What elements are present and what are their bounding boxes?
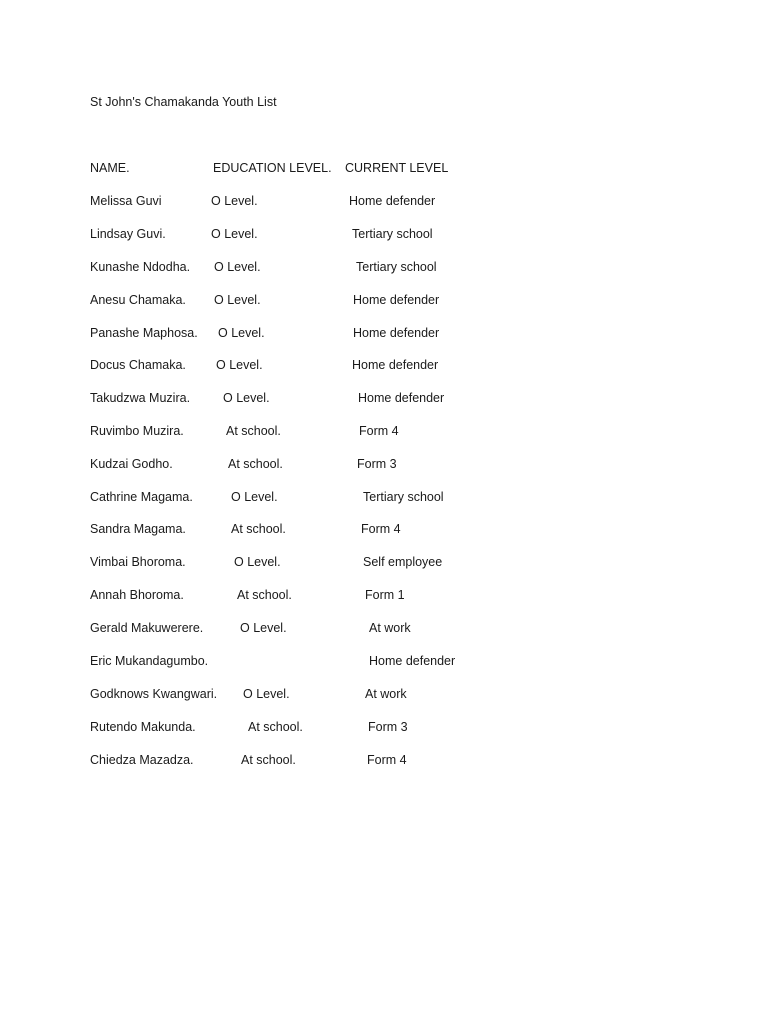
header-current-level: CURRENT LEVEL: [345, 161, 449, 175]
row-name: Annah Bhoroma.: [90, 588, 184, 602]
row-name: Kunashe Ndodha.: [90, 260, 191, 274]
row-current: At work: [365, 687, 407, 701]
row-current: At work: [369, 621, 411, 635]
row-education: O Level.: [211, 194, 258, 208]
table-row: [0, 193, 768, 209]
row-education: O Level.: [240, 621, 287, 635]
table-row: [0, 226, 768, 242]
row-current: Home defender: [369, 654, 456, 668]
row-education: O Level.: [214, 293, 261, 307]
table-row: [0, 752, 768, 768]
row-current: Form 4: [361, 522, 401, 536]
row-name: Vimbai Bhoroma.: [90, 555, 186, 569]
row-education: O Level.: [216, 358, 263, 372]
table-row: [0, 554, 768, 570]
row-name: Gerald Makuwerere.: [90, 621, 204, 635]
row-name: Sandra Magama.: [90, 522, 186, 536]
table-row: [0, 259, 768, 275]
row-current: Self employee: [363, 555, 443, 569]
table-row: [0, 719, 768, 735]
table-row: [0, 587, 768, 603]
table-row: [0, 423, 768, 439]
row-current: Home defender: [349, 194, 436, 208]
row-current: Home defender: [358, 391, 445, 405]
row-current: Form 1: [365, 588, 405, 602]
row-current: Form 4: [359, 424, 399, 438]
document-title: St John's Chamakanda Youth List: [90, 95, 277, 109]
row-name: Ruvimbo Muzira.: [90, 424, 184, 438]
row-education: O Level.: [231, 490, 278, 504]
row-current: Form 4: [367, 753, 407, 767]
row-education: O Level.: [223, 391, 270, 405]
row-current: Home defender: [353, 326, 440, 340]
row-current: Tertiary school: [352, 227, 433, 241]
table-row: [0, 390, 768, 406]
table-row: [0, 653, 768, 669]
row-name: Godknows Kwangwari.: [90, 687, 218, 701]
row-education: At school.: [248, 720, 303, 734]
row-education: At school.: [226, 424, 281, 438]
row-education: At school.: [228, 457, 283, 471]
header-name: NAME.: [90, 161, 130, 175]
row-education: O Level.: [218, 326, 265, 340]
row-name: Kudzai Godho.: [90, 457, 173, 471]
row-name: Docus Chamaka.: [90, 358, 186, 372]
row-education: O Level.: [211, 227, 258, 241]
row-name: Panashe Maphosa.: [90, 326, 198, 340]
row-current: Form 3: [357, 457, 397, 471]
row-education: At school.: [231, 522, 286, 536]
row-name: Rutendo Makunda.: [90, 720, 196, 734]
header-education-level: EDUCATION LEVEL.: [213, 161, 332, 175]
table-row: [0, 357, 768, 373]
table-row: [0, 456, 768, 472]
row-name: Eric Mukandagumbo.: [90, 654, 209, 668]
table-row: [0, 325, 768, 341]
table-row: [0, 521, 768, 537]
row-current: Tertiary school: [363, 490, 444, 504]
row-name: Takudzwa Muzira.: [90, 391, 191, 405]
row-name: Cathrine Magama.: [90, 490, 193, 504]
row-education: At school.: [241, 753, 296, 767]
row-education: O Level.: [243, 687, 290, 701]
row-current: Form 3: [368, 720, 408, 734]
table-row: [0, 292, 768, 308]
table-row: [0, 686, 768, 702]
row-education: O Level.: [214, 260, 261, 274]
row-education: At school.: [237, 588, 292, 602]
table-header-row: [0, 160, 768, 176]
row-name: Chiedza Mazadza.: [90, 753, 194, 767]
row-name: Melissa Guvi: [90, 194, 162, 208]
row-current: Home defender: [353, 293, 440, 307]
table-row: [0, 620, 768, 636]
row-current: Home defender: [352, 358, 439, 372]
table-row: [0, 489, 768, 505]
row-name: Lindsay Guvi.: [90, 227, 166, 241]
row-name: Anesu Chamaka.: [90, 293, 186, 307]
row-current: Tertiary school: [356, 260, 437, 274]
row-education: O Level.: [234, 555, 281, 569]
